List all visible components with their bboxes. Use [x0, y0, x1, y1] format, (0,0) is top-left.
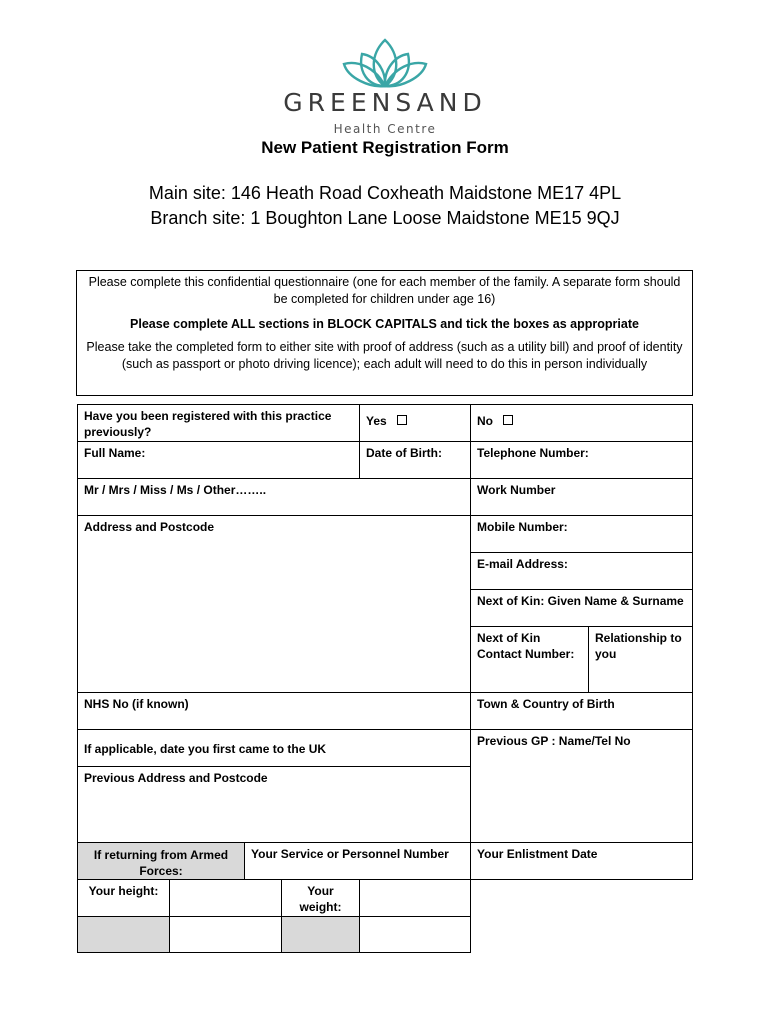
nhs-number-field[interactable]: NHS No (if known)	[77, 692, 471, 730]
town-country-birth-field[interactable]: Town & Country of Birth	[470, 692, 693, 730]
previous-gp-field[interactable]: Previous GP : Name/Tel No	[470, 729, 693, 843]
logo	[0, 36, 770, 90]
enlistment-date-field[interactable]: Your Enlistment Date	[470, 842, 693, 880]
height-label: Your height:	[77, 879, 170, 917]
weight-input[interactable]	[359, 879, 471, 917]
armed-forces-label: If returning from Armed Forces:	[77, 842, 245, 880]
date-of-birth-field[interactable]: Date of Birth:	[359, 441, 471, 479]
no-cell	[470, 404, 693, 442]
next-of-kin-name-field[interactable]: Next of Kin: Given Name & Surname	[470, 589, 693, 627]
no-label: No	[477, 414, 493, 428]
full-name-field[interactable]: Full Name:	[77, 441, 360, 479]
height-extra-input[interactable]	[169, 916, 282, 953]
no-checkbox[interactable]	[503, 415, 513, 425]
email-address-field[interactable]: E-mail Address:	[470, 552, 693, 590]
registered-before-label: Have you been registered with this practice previously?	[77, 404, 360, 442]
date-came-uk-field[interactable]: If applicable, date you first came to the UK	[77, 729, 471, 767]
height-shaded-cell	[77, 916, 170, 953]
weight-shaded-cell	[281, 916, 360, 953]
lotus-icon	[340, 36, 430, 90]
service-number-field[interactable]: Your Service or Personnel Number	[244, 842, 471, 880]
instructions-line-1: Please complete this confidential questionnaire (one for each member of the family. A separate form should be completed for children under age 16)	[88, 275, 681, 306]
instructions-line-3: Please take the completed form to either site with proof of address (such as a utility bill) and proof of identity (such as passport or photo driving licence); each adult will need to do this in person individually	[86, 340, 683, 371]
instructions-box	[76, 270, 693, 396]
next-of-kin-contact-field[interactable]: Next of Kin Contact Number:	[470, 626, 589, 693]
page-title: New Patient Registration Form	[261, 138, 509, 157]
yes-cell	[359, 404, 471, 442]
mobile-number-field[interactable]: Mobile Number:	[470, 515, 693, 553]
brand-subtitle: Health Centre	[333, 122, 437, 136]
address-postcode-field[interactable]: Address and Postcode	[77, 515, 471, 693]
instructions-line-2: Please complete ALL sections in BLOCK CAPITALS and tick the boxes as appropriate	[130, 317, 639, 331]
branch-site-address: Branch site: 1 Boughton Lane Loose Maidstone ME15 9QJ	[150, 208, 620, 228]
title-field[interactable]: Mr / Mrs / Miss / Ms / Other……..	[77, 478, 471, 516]
weight-extra-input[interactable]	[359, 916, 471, 953]
work-number-field[interactable]: Work Number	[470, 478, 693, 516]
main-site-address: Main site: 146 Heath Road Coxheath Maidstone ME17 4PL	[148, 183, 622, 203]
brand-name: GREENSAND	[283, 88, 487, 117]
previous-address-field[interactable]: Previous Address and Postcode	[77, 766, 471, 843]
telephone-number-field[interactable]: Telephone Number:	[470, 441, 693, 479]
yes-checkbox[interactable]	[397, 415, 407, 425]
yes-label: Yes	[366, 414, 387, 428]
height-input[interactable]	[169, 879, 282, 917]
relationship-field[interactable]: Relationship to you	[588, 626, 693, 693]
weight-label: Your weight:	[281, 879, 360, 917]
